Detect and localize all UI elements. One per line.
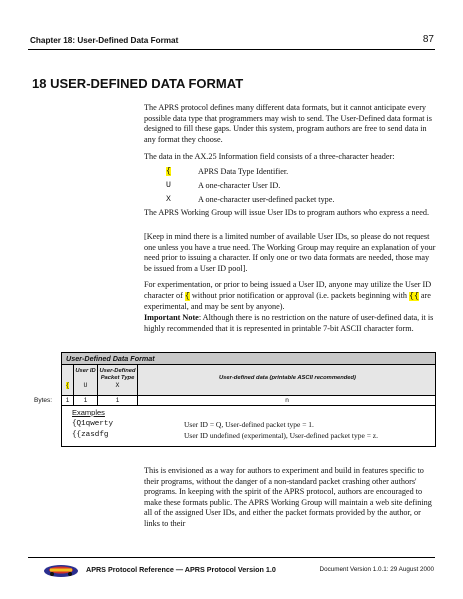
section-title: 18 USER-DEFINED DATA FORMAT [32,76,244,91]
bytes-cell: 1 [65,397,70,404]
experimentation-text-c: are experimental, and may be sent by anyone). [144,290,431,311]
bytes-cell: 1 [73,396,97,405]
table-title: User-Defined Data Format [66,354,155,363]
paragraph-limited-ids: [Keep in mind there is a limited number of available User IDs, so please do not request one unless you have a true need. The Working Group may require an explanation of your need prior to issuing a character. If only one or two data formats are needed, those may be issued from a User ID pool]. [144,232,436,273]
important-note-text: : Although there is no restriction on the nature of user-defined data, it is highly recommended that it is represented in printable 7-bit ASCII character form. [144,313,434,333]
paragraph-working-group: The APRS Working Group will issue User IDs to program authors who express a need. [144,208,430,217]
experimental-user-id-code: { [184,291,190,301]
paragraph-important-note [144,313,436,334]
bytes-cell: 1 [97,396,137,405]
table-header-row [61,365,436,395]
example-row [72,431,432,441]
column-header-packet-type [97,365,137,395]
column-label: User-Defined Packet Type [99,368,136,381]
example-row [72,420,432,430]
footer-rule [28,557,435,558]
experimentation-text-b: without prior notification or approval (i.e. packets beginning with [189,290,410,300]
header-chapter: Chapter 18: User-Defined Data Format [30,36,179,45]
experimental-prefix-code: {{ [409,291,419,301]
page-number: 87 [422,34,434,45]
header-rule [28,49,435,50]
paragraph-experimentation [144,280,436,313]
bytes-cell: n [137,396,436,405]
column-code: { [65,382,70,389]
column-header-user-id [73,365,97,395]
header-field-row [166,195,386,206]
paragraph-envisioned: This is envisioned as a way for authors to experiment and build in features specific to their programs, without the danger of a non-standard packet crashing other authors' programs. In keeping with the spirit of the APRS protocol, authors are encouraged to make these formats public. The APRS Working Group will maintain a web site defining all of the assigned User IDs, and either the packet formats provided by the author, or links to their [144,466,432,528]
header-field-row [166,167,386,178]
experimentation-text-a: For experimentation, or prior to being issued a User ID, anyone may utilize the User ID character of [144,280,432,300]
field-code: { [166,167,171,176]
bytes-label: Bytes: [34,397,53,404]
column-label: User ID [75,368,96,374]
column-code: X [115,382,120,389]
column-header-user-data [137,365,437,395]
aprs-logo-icon [42,562,80,578]
example-desc: User ID = Q, User-defined packet type = 1. [184,420,314,429]
field-desc: A one-character user-defined packet type. [198,195,335,204]
field-desc: APRS Data Type Identifier. [198,167,289,176]
header-field-row [166,181,386,192]
example-code: {Q1qwerty [72,420,114,428]
examples-label: Examples [72,408,105,417]
column-header-data-type [62,365,73,395]
example-desc: User ID undefined (experimental), User-defined packet type = z. [184,431,378,440]
examples-box [61,405,436,447]
table-title-row [61,352,436,365]
footer-title: APRS Protocol Reference — APRS Protocol Version 1.0 [86,565,276,574]
column-label: User-defined data (printable ASCII recommended) [218,375,356,381]
field-desc: A one-character User ID. [198,181,281,190]
paragraph-intro: The APRS protocol defines many different data formats, but it cannot anticipate every possible data type that programmers may wish to send. The User-Defined data format is designed to fill these gaps. Under this system, program authors are free to send data in any format they choose. [144,103,432,144]
paragraph-header-intro: The data in the AX.25 Information field consists of a three-character header: [144,152,395,161]
example-code: {{zasdfg [72,431,109,439]
footer-version: Document Version 1.0.1: 29 August 2000 [319,566,434,573]
field-code: X [166,195,171,204]
important-note-label: Important Note [144,313,199,322]
field-code: U [166,181,171,190]
column-code: U [83,382,88,389]
